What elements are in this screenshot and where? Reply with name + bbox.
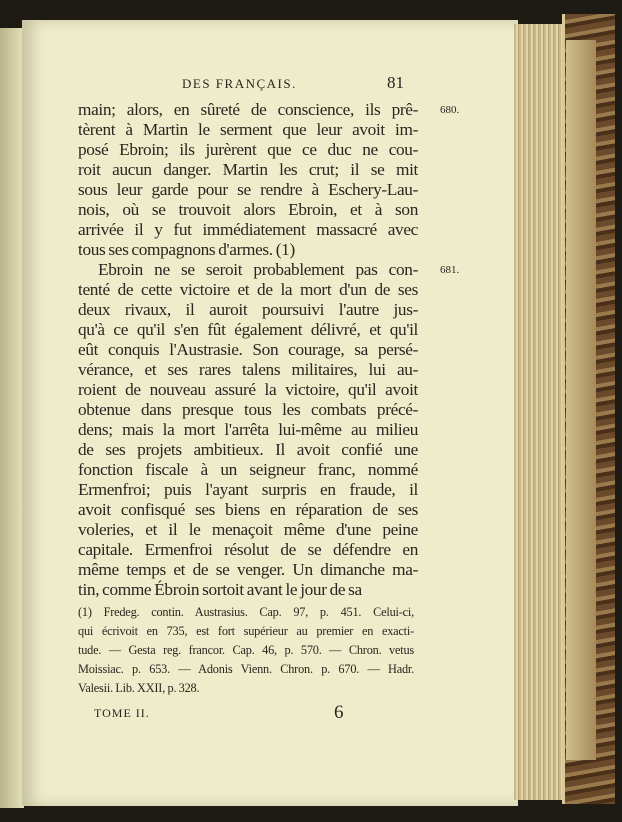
footnote-line: Valesii. Lib. XXII, p. 328. (78, 681, 200, 695)
text-line: voleries, et il le menaçoit même d'une peine (78, 520, 418, 539)
text-line: avoit confisqué ses biens en réparation de ses (78, 500, 418, 519)
text-line: posé Ebroin; ils jurèrent que ce duc ne cou- (78, 140, 418, 159)
text-line: qu'à ce qu'il s'en fût également délivré, et qu'il (78, 320, 418, 339)
text-line: main; alors, en sûreté de conscience, ils prê- (78, 100, 418, 119)
text-line: nois, où se trouvoit alors Ebroin, et à son (78, 200, 418, 219)
running-head (78, 73, 420, 96)
text-line: eût conquis l'Austrasie. Son courage, sa persé- (78, 340, 418, 359)
text-line: Ebroin ne se seroit probablement pas con- (98, 260, 418, 279)
text-line: Ermenfroi; puis l'ayant surpris en fraude, il (78, 480, 418, 499)
running-head-title: DES FRANÇAIS. (182, 76, 297, 91)
text-line: fonction fiscale à un seigneur franc, nommé (78, 460, 418, 479)
text-line: deux rivaux, il auroit poursuivi l'autre jus- (78, 300, 418, 319)
page-number: 81 (387, 73, 404, 92)
footnote-line: (1) Fredeg. contin. Austrasius. Cap. 97, p. 451. Celui-ci, (78, 605, 414, 619)
footnote-line: tude. — Gesta reg. francor. Cap. 46, p. 570. — Chron. vetus (78, 643, 414, 657)
footnote-line: Moissiac. p. 653. — Adonis Vienn. Chron. p. 670. — Hadr. (78, 662, 414, 676)
text-line: capitale. Ermenfroi résolut de se défendre en (78, 540, 418, 559)
text-line: tèrent à Martin le serment que leur avoit im- (78, 120, 418, 139)
text-line: vérance, et ses rares talens militaires, lui au- (78, 360, 418, 379)
footnote (78, 603, 414, 698)
text-line: tenté de cette victoire et de la mort d'un de ses (78, 280, 418, 299)
text-line: roit aucun danger. Martin les crut; il se mit (78, 160, 418, 179)
page-edges (514, 24, 564, 800)
cover-inner-edge (566, 40, 596, 760)
signature-mark: 6 (334, 702, 344, 723)
footnote-line: qui écrivoit en 735, est fort supérieur au premier en exacti- (78, 624, 414, 638)
text-line: sous leur garde pour se rendre à Eschery-Lau- (78, 180, 418, 199)
text-line: dens; mais la mort l'arrêta lui-même au milieu (78, 420, 418, 439)
signature-label: TOME II. (94, 706, 150, 720)
body-text (78, 100, 418, 600)
text-line: obtenue dans presque tous les combats précé- (78, 400, 418, 419)
text-line: tin, comme Ébroin sortoit avant le jour de sa (78, 580, 362, 599)
text-line: arrivée il y fut immédiatement massacré avec (78, 220, 418, 239)
facing-page-edge (0, 28, 24, 808)
margin-note-year: 681. (440, 264, 460, 276)
text-line: roient de nouveau assuré la victoire, qu'il avoit (78, 380, 418, 399)
text-line: même temps et de se venger. Un dimanche ma- (78, 560, 418, 579)
text-line: de ses projets ambitieux. Il avoit confié une (78, 440, 418, 459)
text-line: tous ses compagnons d'armes. (1) (78, 240, 295, 259)
margin-note-year: 680. (440, 104, 460, 116)
